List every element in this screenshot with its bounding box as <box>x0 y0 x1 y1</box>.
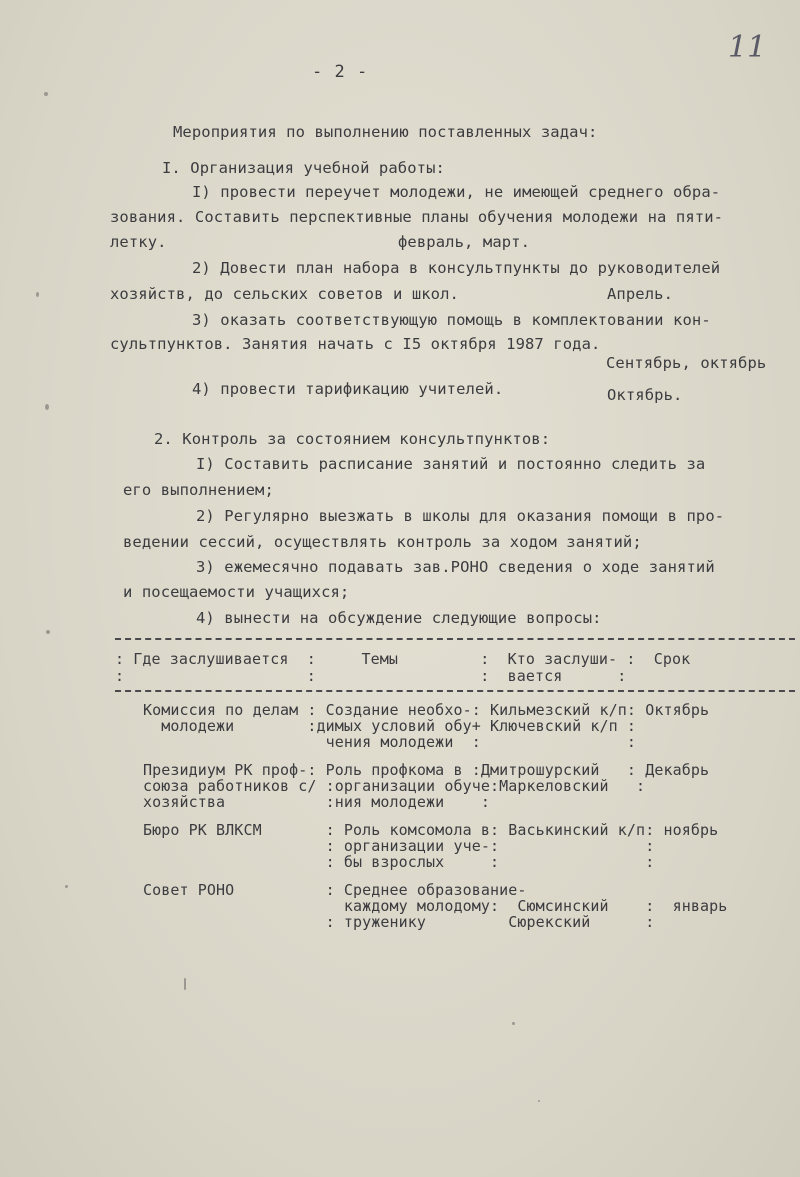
page-number: - 2 - <box>312 62 369 82</box>
text-line: 3) оказать соответствующую помощь в комплектовании кон- <box>192 311 711 329</box>
table-header-line: : Где заслушивается : Темы : Кто заслуши- : Срок <box>115 650 691 668</box>
section-heading: Мероприятия по выполнению поставленных задач: <box>173 123 598 141</box>
table-row-line: : бы взрослых : : <box>143 853 655 871</box>
text-line: I) Составить расписание занятий и постоянно следить за <box>196 455 706 473</box>
table-row-line: Президиум РК проф-: Роль профкома в :Дмитрошурский : Декабрь <box>143 761 710 779</box>
subsection-heading: 2. Контроль за состоянием консультпунктов: <box>154 430 551 448</box>
text-line: его выполнением; <box>123 481 274 499</box>
table-row-line: молодежи :димых условий обу+ Ключевский к/п : <box>143 717 637 735</box>
text-line: 4) вынести на обсуждение следующие вопросы: <box>196 609 602 627</box>
paper-speck <box>512 1022 515 1025</box>
deadline-text: Апрель. <box>607 285 674 303</box>
paper-speck <box>65 885 68 888</box>
table-row-line: союза работников с/ :организации обуче:Маркеловский : <box>143 777 646 795</box>
text-line: зования. Составить перспективные планы обучения молодежи на пяти- <box>110 208 724 226</box>
paper-speck <box>44 92 48 96</box>
archive-page-mark: 11 <box>728 30 767 65</box>
paper-speck <box>36 292 39 297</box>
paper-speck <box>538 1100 540 1102</box>
table-rule <box>115 638 795 640</box>
table-row-line: каждому молодому: Сюмсинский : январь <box>143 897 728 915</box>
table-row-line: чения молодежи : : <box>143 733 637 751</box>
table-row-line: Совет РОНО : Среднее образование- <box>143 881 527 899</box>
deadline-text: февраль, март. <box>398 233 531 251</box>
subsection-heading: I. Организация учебной работы: <box>162 159 445 177</box>
text-line: летку. <box>110 233 167 251</box>
text-line: I) провести переучет молодежи, не имеющей среднего обра- <box>192 183 721 201</box>
text-line: 3) ежемесячно подавать зав.РОНО сведения о ходе занятий <box>196 558 715 576</box>
table-row-line: Бюро РК ВЛКСМ : Роль комсомола в: Васькинский к/п: ноябрь <box>143 821 719 839</box>
text-line: сультпунктов. Занятия начать с I5 октября 1987 года. <box>110 335 601 353</box>
text-line: и посещаемости учащихся; <box>123 583 350 601</box>
paper-speck <box>46 630 50 634</box>
text-line: хозяйств, до сельских советов и школ. <box>110 285 459 303</box>
paper-speck <box>45 404 49 410</box>
text-line: 4) провести тарификацию учителей. <box>192 380 504 398</box>
text-line: 2) Регулярно выезжать в школы для оказания помощи в про- <box>196 507 725 525</box>
table-row-line: Комиссия по делам : Создание необхо-: Кильмезский к/п: Октябрь <box>143 701 710 719</box>
table-header-line: : : : вается : <box>115 667 627 685</box>
deadline-text: Сентябрь, октябрь <box>606 354 767 372</box>
table-row-line: хозяйства :ния молодежи : <box>143 793 490 811</box>
paper-speck <box>184 978 186 990</box>
table-row-line: : труженику Сюрекский : <box>143 913 655 931</box>
text-line: ведении сессий, осуществлять контроль за ходом занятий; <box>123 533 642 551</box>
deadline-text: Октябрь. <box>607 386 683 404</box>
table-row-line: : организации уче-: : <box>143 837 655 855</box>
table-rule <box>115 690 795 692</box>
text-line: 2) Довести план набора в консультпункты до руководителей <box>192 259 721 277</box>
